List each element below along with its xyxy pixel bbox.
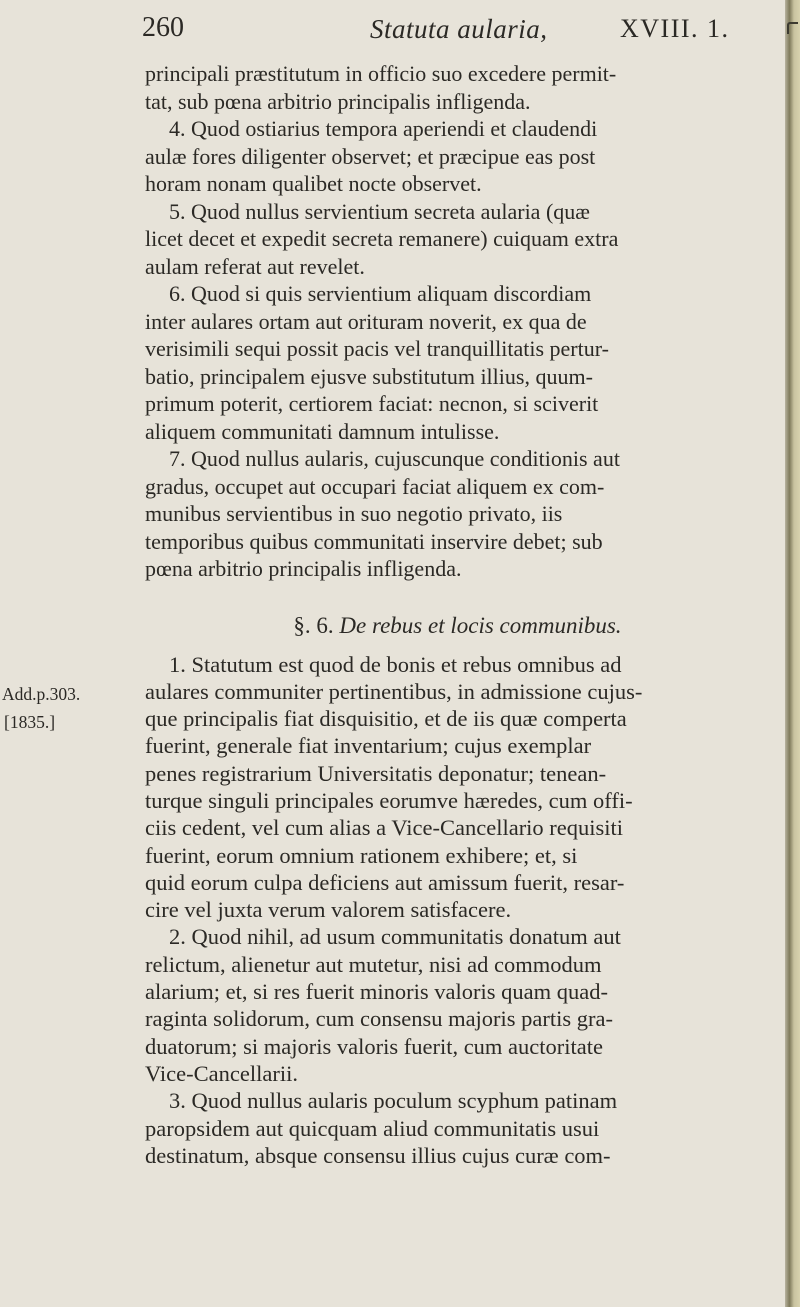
text-line: 6. Quod si quis servientium aliquam discordiam	[169, 281, 592, 306]
text-line: 5. Quod nullus servientium secreta aularia (quæ	[169, 198, 590, 224]
text-line: fuerint, eorum omnium rationem exhibere; et, si	[145, 842, 578, 868]
text-line: aliquem communitati damnum intulisse.	[145, 418, 500, 444]
text-line: penes registrarium Universitatis deponatur; tenean-	[145, 760, 607, 786]
text-line: fuerint, generale fiat inventarium; cujus exemplar	[145, 733, 592, 759]
text-line: 7. Quod nullus aularis, cujuscunque conditionis aut	[169, 446, 620, 471]
text-line: destinatum, absque consensu illius cujus curæ com-	[145, 1142, 611, 1168]
running-title: Statuta aularia,	[370, 14, 548, 44]
margin-note-ref: Add.p.303.	[2, 684, 81, 704]
section-heading	[145, 605, 770, 647]
text-line: 1. Statutum est quod de bonis et rebus omnibus ad	[169, 651, 622, 677]
text-line: principali præstitutum in officio suo excedere permit-	[145, 61, 617, 86]
text-line: licet decet et expedit secreta remanere) cuiquam extra	[145, 226, 619, 251]
text-line: inter aulares ortam aut orituram noverit, ex qua de	[145, 308, 587, 334]
text-line: turque singuli principales eorumve hæredes, cum offi-	[145, 787, 633, 813]
text-line: batio, principalem ejusve substitutum illius, quum-	[145, 363, 593, 389]
edge-mark	[787, 22, 798, 34]
text-line: raginta solidorum, cum consensu majoris partis gra-	[145, 1006, 614, 1032]
text-line: ciis cedent, vel cum alias a Vice-Cancellario requisiti	[145, 815, 624, 841]
text-line: 4. Quod ostiarius tempora aperiendi et claudendi	[169, 116, 598, 141]
page-header	[0, 12, 785, 52]
text-line: Vice-Cancellarii.	[145, 1060, 298, 1086]
section-number: §. 6.	[293, 612, 334, 638]
statute-block-aulars	[145, 60, 770, 583]
margin-note-year: [1835.]	[4, 712, 56, 732]
text-line: quid eorum culpa deficiens aut amissum fuerit, resar-	[145, 869, 625, 895]
text-line: aulæ fores diligenter observet; et præcipue eas post	[145, 143, 596, 169]
page-edge	[785, 0, 800, 1307]
text-line: horam nonam qualibet nocte observet.	[145, 171, 482, 196]
statute-block-common-goods	[145, 651, 770, 1170]
text-line: 2. Quod nihil, ad usum communitatis donatum aut	[169, 924, 621, 950]
text-line: munibus servientibus in suo negotio privato, iis	[145, 501, 563, 526]
text-line: aulares communiter pertinentibus, in admissione cujus-	[145, 678, 643, 704]
text-line: primum poterit, certiorem faciat: necnon, si sciverit	[145, 391, 599, 416]
page-number: 260	[142, 12, 184, 43]
text-line: cire vel juxta verum valorem satisfacere.	[145, 897, 512, 923]
text-line: temporibus quibus communitati inservire debet; sub	[145, 528, 603, 554]
text-line: gradus, occupet aut occupari faciat aliquem ex com-	[145, 473, 605, 499]
text-line: tat, sub pœna arbitrio principalis infligenda.	[145, 88, 531, 114]
text-line: paropsidem aut quicquam aliud communitatis usui	[145, 1115, 600, 1141]
body-text	[145, 60, 770, 1169]
text-line: 3. Quod nullus aularis poculum scyphum patinam	[169, 1088, 618, 1114]
text-line: que principalis fiat disquisitio, et de iis quæ comperta	[145, 706, 627, 732]
chapter-reference: XVIII. 1.	[620, 14, 730, 43]
text-line: pœna arbitrio principalis infligenda.	[145, 556, 462, 581]
text-line: aulam referat aut revelet.	[145, 253, 365, 279]
text-line: alarium; et, si res fuerit minoris valoris quam quad-	[145, 979, 609, 1005]
text-line: duatorum; si majoris valoris fuerit, cum auctoritate	[145, 1033, 603, 1059]
text-line: verisimili sequi possit pacis vel tranquillitatis pertur-	[145, 336, 609, 361]
section-title: De rebus et locis communibus.	[339, 612, 622, 638]
text-line: relictum, alienetur aut mutetur, nisi ad commodum	[145, 951, 602, 977]
